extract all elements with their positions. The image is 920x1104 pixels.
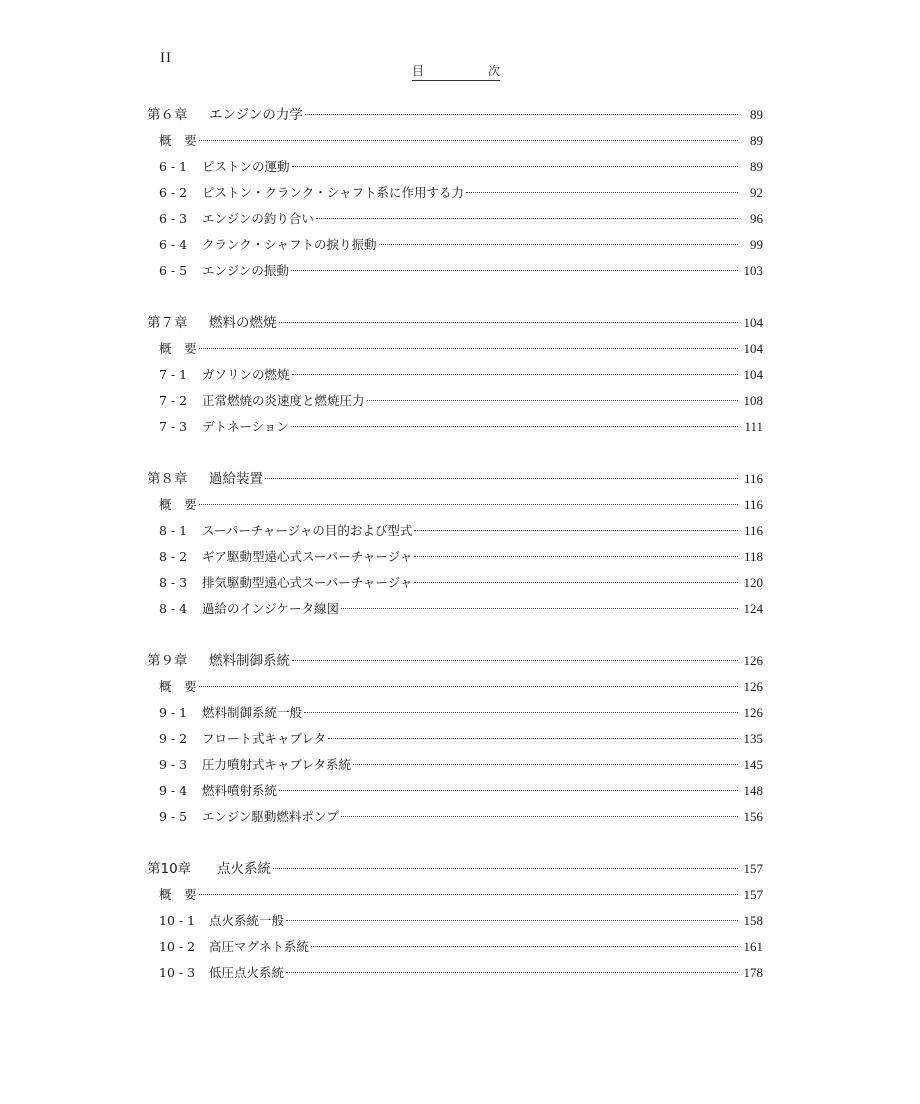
table-of-contents [147, 102, 763, 1012]
overview-entry[interactable] [147, 674, 763, 700]
section-page: 156 [743, 809, 763, 824]
section-page: 89 [750, 159, 763, 174]
dot-leader [414, 556, 738, 557]
dot-leader [265, 478, 738, 479]
section-page: 124 [743, 601, 763, 616]
toc-heading-left: 目 [412, 64, 425, 78]
section-title: スーパーチャージャの目的および型式 [202, 523, 413, 538]
dot-leader [305, 114, 738, 115]
section-number: 7 - 2 [159, 393, 188, 408]
section-page: 157 [743, 887, 763, 902]
section-page: 104 [743, 341, 763, 356]
section-title: 高圧マグネト系統 [209, 939, 309, 954]
page-number: II [160, 50, 172, 66]
dot-leader [199, 504, 738, 505]
section-number: 6 - 3 [159, 211, 188, 226]
chapter-title: 燃料の燃焼 [209, 315, 277, 331]
dot-leader [379, 244, 738, 245]
dot-leader [341, 816, 738, 817]
section-number: 概 要 [159, 887, 197, 902]
section-title: フロート式キャブレタ [202, 731, 327, 746]
dot-leader [367, 400, 738, 401]
section-number: 7 - 1 [159, 367, 188, 382]
chapter-title: 過給装置 [209, 471, 263, 487]
section-page: 96 [750, 211, 763, 226]
chapter-number: 第10章 [147, 861, 192, 877]
section-page: 161 [743, 939, 763, 954]
section-title: ピストンの運動 [202, 159, 290, 174]
section-entry[interactable] [147, 518, 763, 544]
dot-leader [199, 686, 738, 687]
chapter-page: 89 [750, 107, 763, 122]
chapter-number: 第８章 [147, 471, 188, 487]
dot-leader [311, 946, 738, 947]
chapter-page: 157 [743, 861, 763, 876]
section-title: ガソリンの燃焼 [202, 367, 290, 382]
chapter-title: 点火系統 [217, 861, 271, 877]
dot-leader [292, 660, 738, 661]
section-page: 135 [743, 731, 763, 746]
section-entry[interactable] [147, 752, 763, 778]
section-number: 6 - 2 [159, 185, 188, 200]
chapter-title: 燃料制御系統 [209, 653, 290, 669]
dot-leader [291, 270, 738, 271]
dot-leader [316, 218, 738, 219]
section-title: 低圧点火系統 [209, 965, 285, 980]
dot-leader [292, 374, 738, 375]
overview-entry[interactable] [147, 128, 763, 154]
dot-leader [353, 764, 738, 765]
overview-entry[interactable] [147, 336, 763, 362]
section-page: 148 [743, 783, 763, 798]
section-page: 103 [743, 263, 763, 278]
dot-leader [328, 738, 738, 739]
section-page: 111 [744, 419, 763, 434]
chapter-page: 104 [743, 315, 763, 330]
chapter-entry[interactable] [147, 310, 763, 336]
chapter-block [147, 102, 763, 284]
section-entry[interactable] [147, 778, 763, 804]
section-number: 10 - 3 [159, 965, 196, 980]
section-title: 燃料制御系統一般 [202, 705, 303, 720]
section-entry[interactable] [147, 258, 763, 284]
section-title: 点火系統一般 [209, 913, 285, 928]
section-number: 6 - 4 [159, 237, 188, 252]
section-number: 10 - 1 [159, 913, 196, 928]
section-page: 92 [750, 185, 763, 200]
chapter-number: 第９章 [147, 653, 188, 669]
dot-leader [286, 972, 738, 973]
section-title: エンジンの釣り合い [202, 211, 314, 226]
dot-leader [466, 192, 738, 193]
section-number: 6 - 1 [159, 159, 188, 174]
dot-leader [273, 868, 738, 869]
section-page: 99 [750, 237, 763, 252]
dot-leader [199, 140, 738, 141]
dot-leader [414, 582, 738, 583]
overview-entry[interactable] [147, 492, 763, 518]
section-page: 104 [743, 367, 763, 382]
section-title: 排気駆動型遠心式スーパーチャージャ [202, 575, 413, 590]
section-page: 116 [743, 497, 763, 512]
chapter-page: 116 [743, 471, 763, 486]
chapter-block [147, 466, 763, 622]
section-page: 108 [743, 393, 763, 408]
section-title: 圧力噴射式キャブレタ系統 [202, 757, 352, 772]
section-entry[interactable] [147, 804, 763, 830]
section-number: 9 - 3 [159, 757, 188, 772]
section-number: 8 - 4 [159, 601, 188, 616]
chapter-entry[interactable] [147, 648, 763, 674]
section-entry[interactable] [147, 388, 763, 414]
section-entry[interactable] [147, 362, 763, 388]
section-entry[interactable] [147, 596, 763, 622]
section-number: 9 - 2 [159, 731, 188, 746]
section-title: クランク・シャフトの捩り振動 [202, 237, 377, 252]
section-title: 過給のインジケータ線図 [202, 601, 339, 616]
section-entry[interactable] [147, 726, 763, 752]
section-title: エンジンの振動 [202, 263, 289, 278]
section-page: 120 [743, 575, 763, 590]
chapter-entry[interactable] [147, 856, 763, 882]
section-entry[interactable] [147, 414, 763, 440]
section-title: 燃料噴射系統 [202, 783, 278, 798]
chapter-entry[interactable] [147, 466, 763, 492]
dot-leader [279, 322, 739, 323]
dot-leader [414, 530, 738, 531]
dot-leader [279, 790, 738, 791]
chapter-block [147, 648, 763, 830]
toc-heading [412, 64, 500, 81]
section-number: 9 - 4 [159, 783, 188, 798]
section-number: 7 - 3 [159, 419, 188, 434]
section-number: 8 - 3 [159, 575, 188, 590]
chapter-number: 第６章 [147, 107, 188, 123]
chapter-entry[interactable] [147, 102, 763, 128]
section-entry[interactable] [147, 960, 763, 986]
section-entry[interactable] [147, 934, 763, 960]
section-title: ギア駆動型遠心式スーパーチャージャ [202, 549, 413, 564]
section-number: 8 - 2 [159, 549, 188, 564]
overview-entry[interactable] [147, 882, 763, 908]
section-page: 89 [750, 133, 763, 148]
dot-leader [341, 608, 738, 609]
section-entry[interactable] [147, 908, 763, 934]
section-entry[interactable] [147, 180, 763, 206]
section-number: 9 - 1 [159, 705, 188, 720]
section-entry[interactable] [147, 232, 763, 258]
section-title: エンジン駆動燃料ポンプ [202, 809, 339, 824]
chapter-block [147, 856, 763, 986]
chapter-page: 126 [743, 653, 763, 668]
section-number: 9 - 5 [159, 809, 188, 824]
section-number: 10 - 2 [159, 939, 196, 954]
dot-leader [199, 348, 738, 349]
section-entry[interactable] [147, 700, 763, 726]
section-number: 6 - 5 [159, 263, 188, 278]
section-page: 158 [743, 913, 763, 928]
section-number: 概 要 [159, 679, 197, 694]
section-number: 概 要 [159, 133, 197, 148]
dot-leader [292, 166, 738, 167]
dot-leader [291, 426, 738, 427]
section-page: 178 [743, 965, 763, 980]
section-title: 正常燃焼の炎速度と燃焼圧力 [202, 393, 365, 408]
chapter-number: 第７章 [147, 315, 188, 331]
chapter-title: エンジンの力学 [209, 107, 303, 123]
section-title: ピストン・クランク・シャフト系に作用する力 [202, 185, 465, 200]
dot-leader [199, 894, 738, 895]
section-title: デトネーション [202, 419, 289, 434]
section-entry[interactable] [147, 570, 763, 596]
section-entry[interactable] [147, 544, 763, 570]
section-page: 118 [743, 549, 763, 564]
section-number: 概 要 [159, 497, 197, 512]
chapter-block [147, 310, 763, 440]
section-entry[interactable] [147, 154, 763, 180]
section-number: 概 要 [159, 341, 197, 356]
section-page: 126 [743, 679, 763, 694]
section-page: 145 [743, 757, 763, 772]
section-entry[interactable] [147, 206, 763, 232]
section-page: 116 [743, 523, 763, 538]
dot-leader [286, 920, 738, 921]
section-page: 126 [743, 705, 763, 720]
section-number: 8 - 1 [159, 523, 188, 538]
toc-heading-right: 次 [487, 64, 500, 78]
dot-leader [304, 712, 738, 713]
